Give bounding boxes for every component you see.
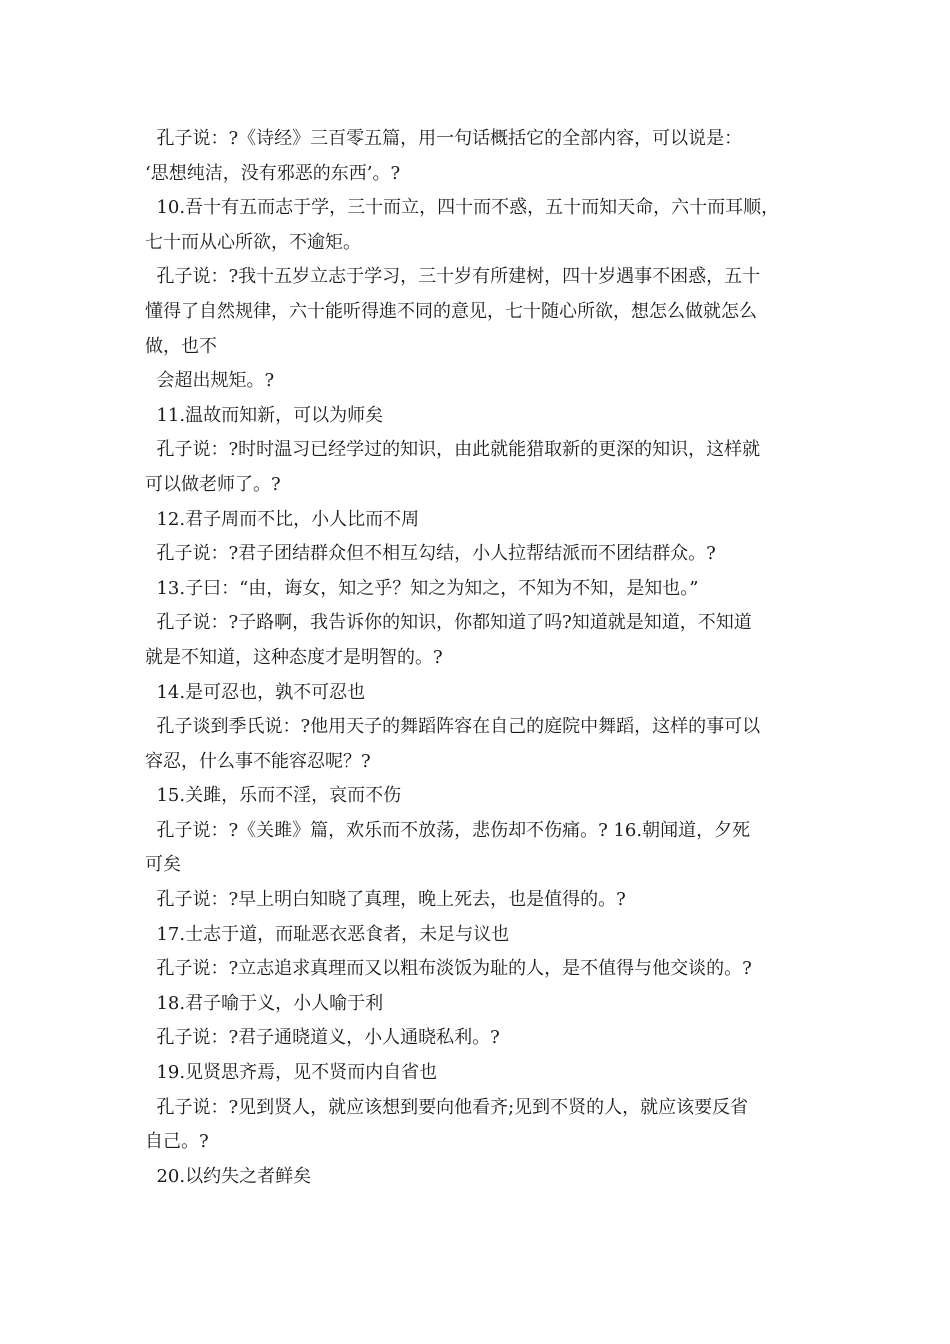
- text-line: 懂得了自然规律，六十能听得進不同的意见，七十随心所欲，想怎么做就怎么: [145, 300, 757, 322]
- text-line: 可以做老师了。?: [145, 473, 281, 495]
- text-line: 17.士志于道，而耻恶衣恶食者，未足与议也: [145, 923, 510, 945]
- text-line: 孔子说：?《关雎》篇，欢乐而不放荡，悲伤却不伤痛。? 16.朝闻道，夕死: [145, 819, 751, 841]
- text-line: 11.温故而知新，可以为师矣: [145, 404, 384, 426]
- text-line: 20.以约失之者鲜矣: [145, 1165, 312, 1187]
- text-line: ‘思想纯洁，没有邪恶的东西’。?: [145, 162, 401, 184]
- text-line: 15.关雎，乐而不淫，哀而不伤: [145, 785, 402, 807]
- text-line: 做，也不: [145, 335, 217, 357]
- text-line: 孔子说：?子路啊，我告诉你的知识，你都知道了吗?知道就是知道，不知道: [145, 612, 752, 634]
- text-line: 孔子说：?立志追求真理而又以粗布淡饭为耻的人，是不值得与他交谈的。?: [145, 958, 752, 980]
- text-line: 孔子说：?我十五岁立志于学习，三十岁有所建树，四十岁遇事不困惑，五十: [145, 266, 761, 288]
- text-line: 自己。?: [145, 1131, 209, 1153]
- text-line: 可矣: [145, 854, 181, 876]
- text-line: 12.君子周而不比，小人比而不周: [145, 508, 420, 530]
- document-body: [145, 122, 835, 1194]
- text-line: 孔子说：?君子通晓道义，小人通晓私利。?: [145, 1027, 500, 1049]
- text-line: 19.见贤思齐焉，见不贤而内自省也: [145, 1062, 438, 1084]
- text-line: 孔子说：?时时温习已经学过的知识，由此就能猎取新的更深的知识，这样就: [145, 439, 761, 461]
- text-line: 容忍，什么事不能容忍呢？?: [145, 750, 371, 772]
- text-line: 10.吾十有五而志于学，三十而立，四十而不惑，五十而知天命，六十而耳顺，: [145, 197, 780, 219]
- text-line: 孔子谈到季氏说：?他用天子的舞蹈阵容在自己的庭院中舞蹈，这样的事可以: [145, 716, 761, 738]
- text-line: 13.子曰：“由，诲女，知之乎？知之为知之，不知为不知，是知也。”: [145, 577, 699, 599]
- text-line: 孔子说：?早上明白知晓了真理，晚上死去，也是值得的。?: [145, 889, 626, 911]
- text-line: 会超出规矩。?: [145, 370, 275, 392]
- text-line: 18.君子喻于义，小人喻于利: [145, 992, 384, 1014]
- text-line: 孔子说：?君子团结群众但不相互勾结，小人拉帮结派而不团结群众。?: [145, 543, 716, 565]
- text-line: 孔子说：?《诗经》三百零五篇，用一句话概括它的全部内容，可以说是：: [145, 128, 743, 149]
- text-line: 14.是可忍也，孰不可忍也: [145, 681, 366, 703]
- text-line: 七十而从心所欲，不逾矩。: [145, 231, 361, 253]
- text-line: 孔子说：?见到贤人，就应该想到要向他看齐;见到不贤的人，就应该要反省: [145, 1096, 749, 1118]
- text-line: 就是不知道，这种态度才是明智的。?: [145, 646, 443, 668]
